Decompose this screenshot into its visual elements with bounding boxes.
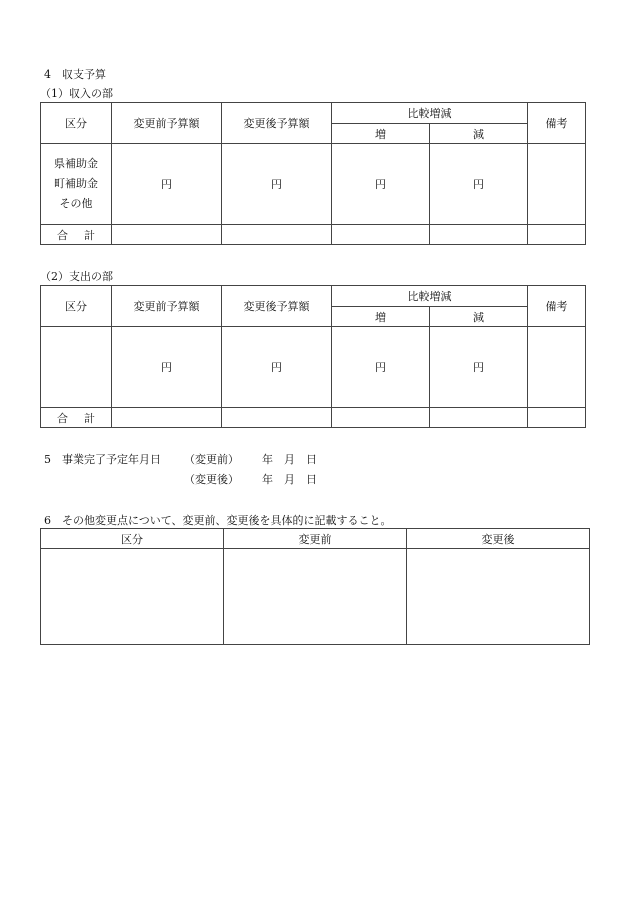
expense-total-decrease[interactable] [430,408,528,428]
expense-items-cell[interactable] [41,327,112,408]
expense-table [40,285,586,428]
income-total-increase[interactable] [332,225,430,245]
income-header-increase: 増 [332,124,430,144]
yen-unit: 円 [161,178,172,191]
yen-unit: 円 [375,178,386,191]
expense-header-after: 変更後予算額 [222,286,332,327]
other-header-after: 変更後 [407,529,590,549]
expense-total-after[interactable] [222,408,332,428]
expense-header-increase: 増 [332,307,430,327]
income-total-before[interactable] [112,225,222,245]
yen-unit: 円 [473,178,484,191]
other-after-cell[interactable] [407,549,590,645]
expense-subheading: （2）支出の部 [40,270,113,283]
other-before-cell[interactable] [224,549,407,645]
other-header-before: 変更前 [224,529,407,549]
income-total-after[interactable] [222,225,332,245]
income-header-remarks: 備考 [528,103,586,144]
expense-header-decrease: 減 [430,307,528,327]
income-item: 町補助金 [54,177,98,190]
income-header-category: 区分 [41,103,112,144]
expense-before-cell[interactable] [112,327,222,408]
income-remarks-cell[interactable] [528,144,586,225]
section-4-heading: 4 収支予算 [44,68,106,81]
income-item: 県補助金 [54,157,98,170]
date-after-field[interactable]: 年 月 日 [262,473,317,486]
income-item: その他 [59,197,93,210]
section-6-heading: 6 その他変更点について、変更前、変更後を具体的に記載すること。 [44,514,392,527]
yen-unit: 円 [375,361,386,374]
expense-header-category: 区分 [41,286,112,327]
income-total-remarks[interactable] [528,225,586,245]
income-table [40,102,586,245]
expense-header-remarks: 備考 [528,286,586,327]
income-header-decrease: 減 [430,124,528,144]
expense-after-cell[interactable] [222,327,332,408]
expense-total-before[interactable] [112,408,222,428]
section-5-heading: 5 事業完了予定年月日 [44,453,161,466]
expense-decrease-cell[interactable] [430,327,528,408]
income-before-cell[interactable] [112,144,222,225]
expense-increase-cell[interactable] [332,327,430,408]
date-before-field[interactable]: 年 月 日 [262,453,317,466]
income-header-compare: 比較増減 [332,103,528,124]
income-total-label: 合 計 [41,225,112,245]
income-header-before: 変更前予算額 [112,103,222,144]
yen-unit: 円 [161,361,172,374]
expense-total-increase[interactable] [332,408,430,428]
expense-total-remarks[interactable] [528,408,586,428]
yen-unit: 円 [271,361,282,374]
other-changes-table [40,528,590,645]
yen-unit: 円 [473,361,484,374]
expense-header-before: 変更前予算額 [112,286,222,327]
income-increase-cell[interactable] [332,144,430,225]
expense-total-label: 合 計 [41,408,112,428]
income-decrease-cell[interactable] [430,144,528,225]
income-after-cell[interactable] [222,144,332,225]
expense-header-compare: 比較増減 [332,286,528,307]
income-items-cell[interactable] [41,144,112,225]
other-category-cell[interactable] [41,549,224,645]
income-total-decrease[interactable] [430,225,528,245]
date-after-label: （変更後） [184,473,239,486]
income-header-after: 変更後予算額 [222,103,332,144]
income-subheading: （1）収入の部 [40,87,113,100]
date-before-label: （変更前） [184,453,239,466]
expense-remarks-cell[interactable] [528,327,586,408]
yen-unit: 円 [271,178,282,191]
other-header-category: 区分 [41,529,224,549]
